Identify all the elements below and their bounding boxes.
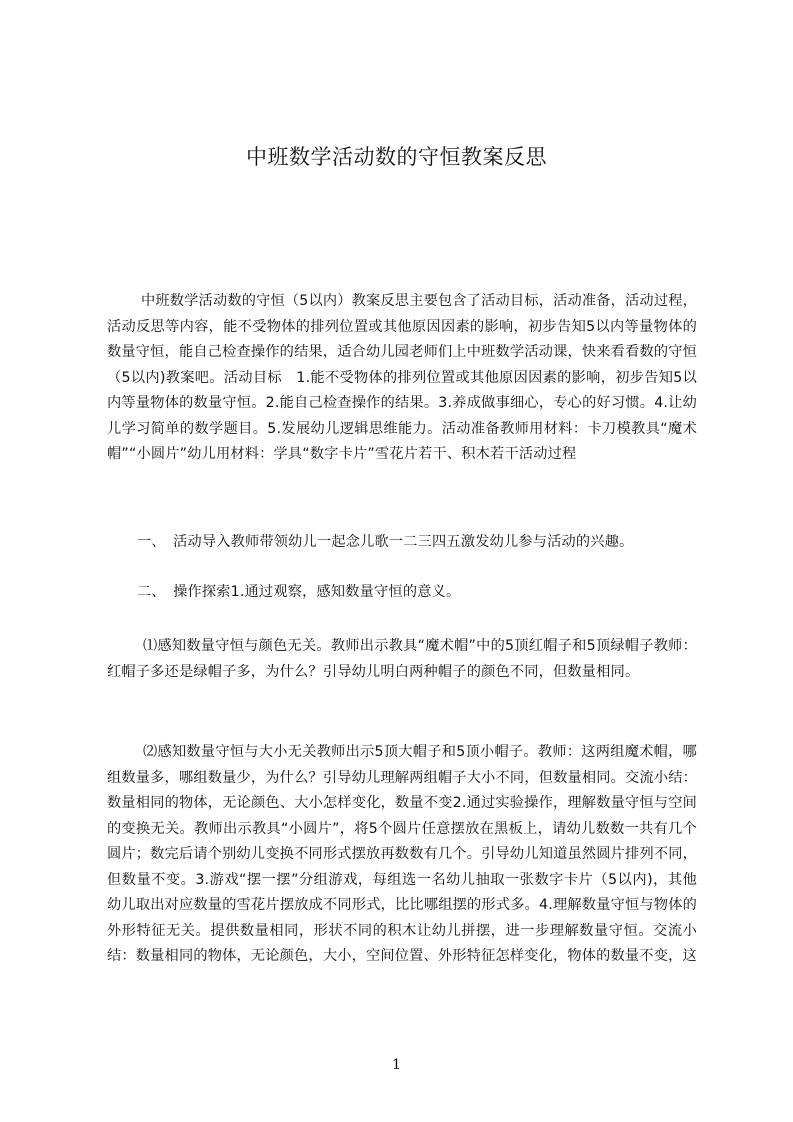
- page-number: 1: [392, 1057, 401, 1073]
- paragraph-step-one: 一、 活动导入教师带领幼儿一起念儿歌一二三四五激发幼儿参与活动的兴趣。: [137, 534, 634, 550]
- paragraph-size-conservation: ⑵感知数量守恒与大小无关教师出示5顶大帽子和5顶小帽子。教师：这两组魔术帽，哪组数量多，哪组数量少，为什么？引导幼儿理解两组帽子大小不同，但数量相同。交流小结：数量相同的物体，无论颜色、大小怎样变化，数量不变2.通过实验操作，理解数量守恒与空间的变换无关。教师出示教具“小圆片”，将5个圆片任意摆放在黑板上，请幼儿数数一共有几个圆片；数完后请个别幼儿变换不同形式摆放再数数有几个。引导幼儿知道虽然圆片排列不同，但数量不变。3.游戏“摆一摆”分组游戏，每组选一名幼儿抽取一张数字卡片（5以内)，其他幼儿取出对应数量的雪花片摆放成不同形式，比比哪组摆的形式多。4.理解数量守恒与物体的外形特征无关。提供数量相同，形状不同的积木让幼儿拼摆，进一步理解数量守恒。交流小结：数量相同的物体，无论颜色，大小，空间位置、外形特征怎样变化，物体的数量不变，这: [107, 744, 697, 964]
- paragraph-intro: 中班数学活动数的守恒（5以内）教案反思主要包含了活动目标，活动准备，活动过程，活动反思等内容，能不受物体的排列位置或其他原因因素的影响，初步告知5以内等量物体的数量守恒，能自己检查操作的结果，适合幼儿园老师们上中班数学活动课，快来看看数的守恒（5以内)教案吧。活动目标 1.能不受物体的排列位置或其他原因因素的影响，初步告知5以内等量物体的数量守恒。2.能自己检查操作的结果。3.养成做事细心，专心的好习惯。4.让幼儿学习简单的数学题目。5.发展幼儿逻辑思维能力。活动准备教师用材料：卡刀模教具“魔术帽”“小圆片”幼儿用材料：学具“数字卡片”雪花片若干、积木若干活动过程: [107, 293, 697, 462]
- paragraph-color-conservation: ⑴感知数量守恒与颜色无关。教师出示教具“魔术帽”中的5顶红帽子和5顶绿帽子教师：红帽子多还是绿帽子多，为什么？引导幼儿明白两种帽子的颜色不同，但数量相同。: [107, 638, 697, 680]
- document-title: 中班数学活动数的守恒教案反思: [246, 145, 547, 169]
- paragraph-step-two: 二、 操作探索1.通过观察，感知数量守恒的意义。: [137, 584, 461, 600]
